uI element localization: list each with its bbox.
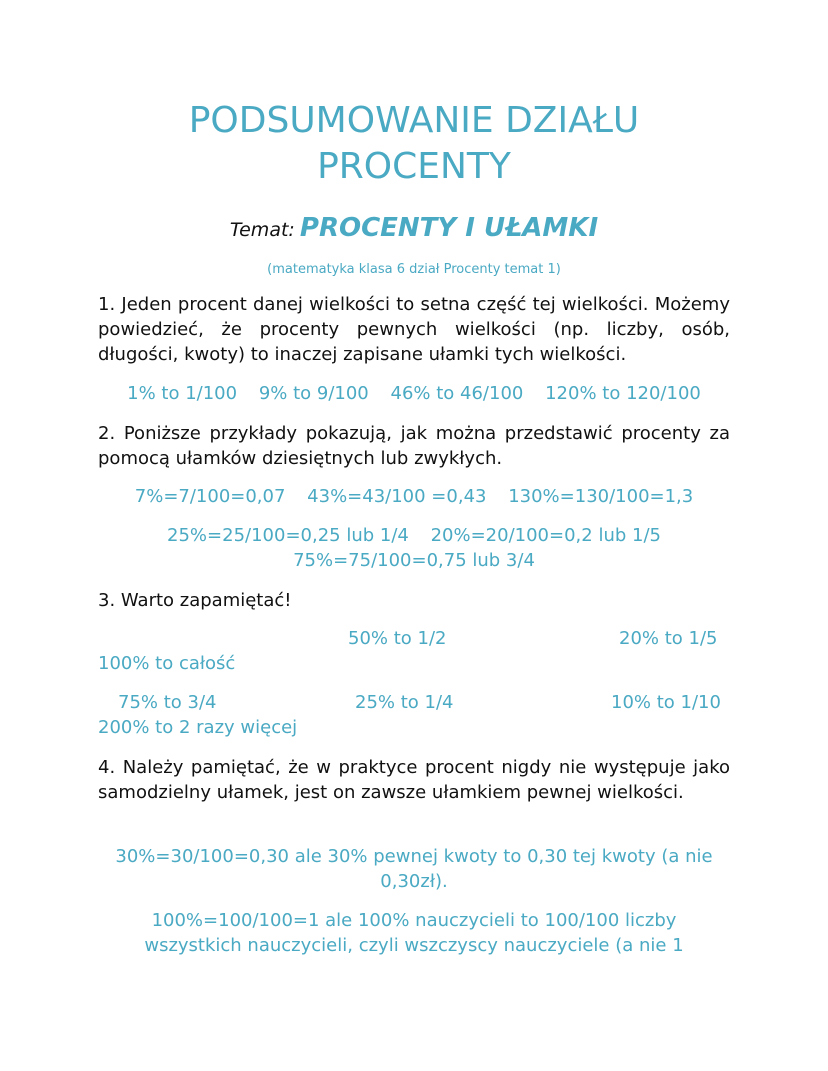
example-item: 9% to 9/100 [258, 383, 369, 404]
topic-value: PROCENTY I UŁAMKI [299, 213, 599, 243]
remember-item: 20% to 1/5 [619, 628, 718, 649]
page-title [0, 98, 828, 190]
example-item: 1% to 1/100 [127, 383, 238, 404]
example-item: 130%=130/100=1,3 [508, 486, 694, 507]
example-item: 46% to 46/100 [390, 383, 524, 404]
topic-heading [0, 210, 828, 249]
section-2-row-3: 75%=75/100=0,75 lub 3/4 [293, 550, 535, 571]
example-item: 120% to 120/100 [545, 383, 701, 404]
section-1-text: 1. Jeden procent danej wielkości to setna część tej wielkości. Możemy powiedzieć, że procenty pewnych wielkości (np. liczby, osób, długości, kwoty) to inaczej zapisane ułamki tych wielkości. [98, 294, 730, 365]
section-4-example-1-line-2: 0,30zł). [380, 871, 448, 892]
example-item: 7%=7/100=0,07 [134, 486, 286, 507]
remember-item: 10% to 1/10 [611, 692, 721, 713]
remember-item: 25% to 1/4 [355, 692, 454, 713]
example-item: 43%=43/100 =0,43 [307, 486, 487, 507]
remember-item: 200% to 2 razy więcej [98, 717, 298, 738]
remember-item: 75% to 3/4 [118, 692, 217, 713]
section-4-example-2-line-1: 100%=100/100=1 ale 100% nauczycieli to 100/100 liczby [151, 910, 677, 931]
section-2-text: 2. Poniższe przykłady pokazują, jak można przedstawić procenty za pomocą ułamków dziesiętnych lub zwykłych. [98, 423, 730, 469]
section-4-example-2-line-2: wszystkich nauczycieli, czyli wszczyscy nauczyciele (a nie 1 [144, 935, 684, 956]
subtitle: (matematyka klasa 6 dział Procenty temat 1) [267, 262, 561, 277]
section-4-example-1-line-1: 30%=30/100=0,30 ale 30% pewnej kwoty to 0,30 tej kwoty (a nie [115, 846, 713, 867]
example-item: 20%=20/100=0,2 lub 1/5 [430, 525, 661, 546]
remember-item: 50% to 1/2 [348, 628, 447, 649]
title-line-1: PODSUMOWANIE DZIAŁU [188, 100, 640, 141]
section-2-row-2 [98, 523, 730, 548]
section-1-examples [98, 381, 730, 406]
section-2-row-1 [98, 484, 730, 509]
section-3-text: 3. Warto zapamiętać! [98, 590, 292, 611]
remember-item: 100% to całość [98, 653, 236, 674]
title-line-2: PROCENTY [317, 146, 511, 187]
example-item: 25%=25/100=0,25 lub 1/4 [167, 525, 409, 546]
section-4-text: 4. Należy pamiętać, że w praktyce procent nigdy nie występuje jako samodzielny ułamek, jest on zawsze ułamkiem pewnej wielkości. [98, 757, 730, 803]
topic-label: Temat: [229, 219, 295, 241]
